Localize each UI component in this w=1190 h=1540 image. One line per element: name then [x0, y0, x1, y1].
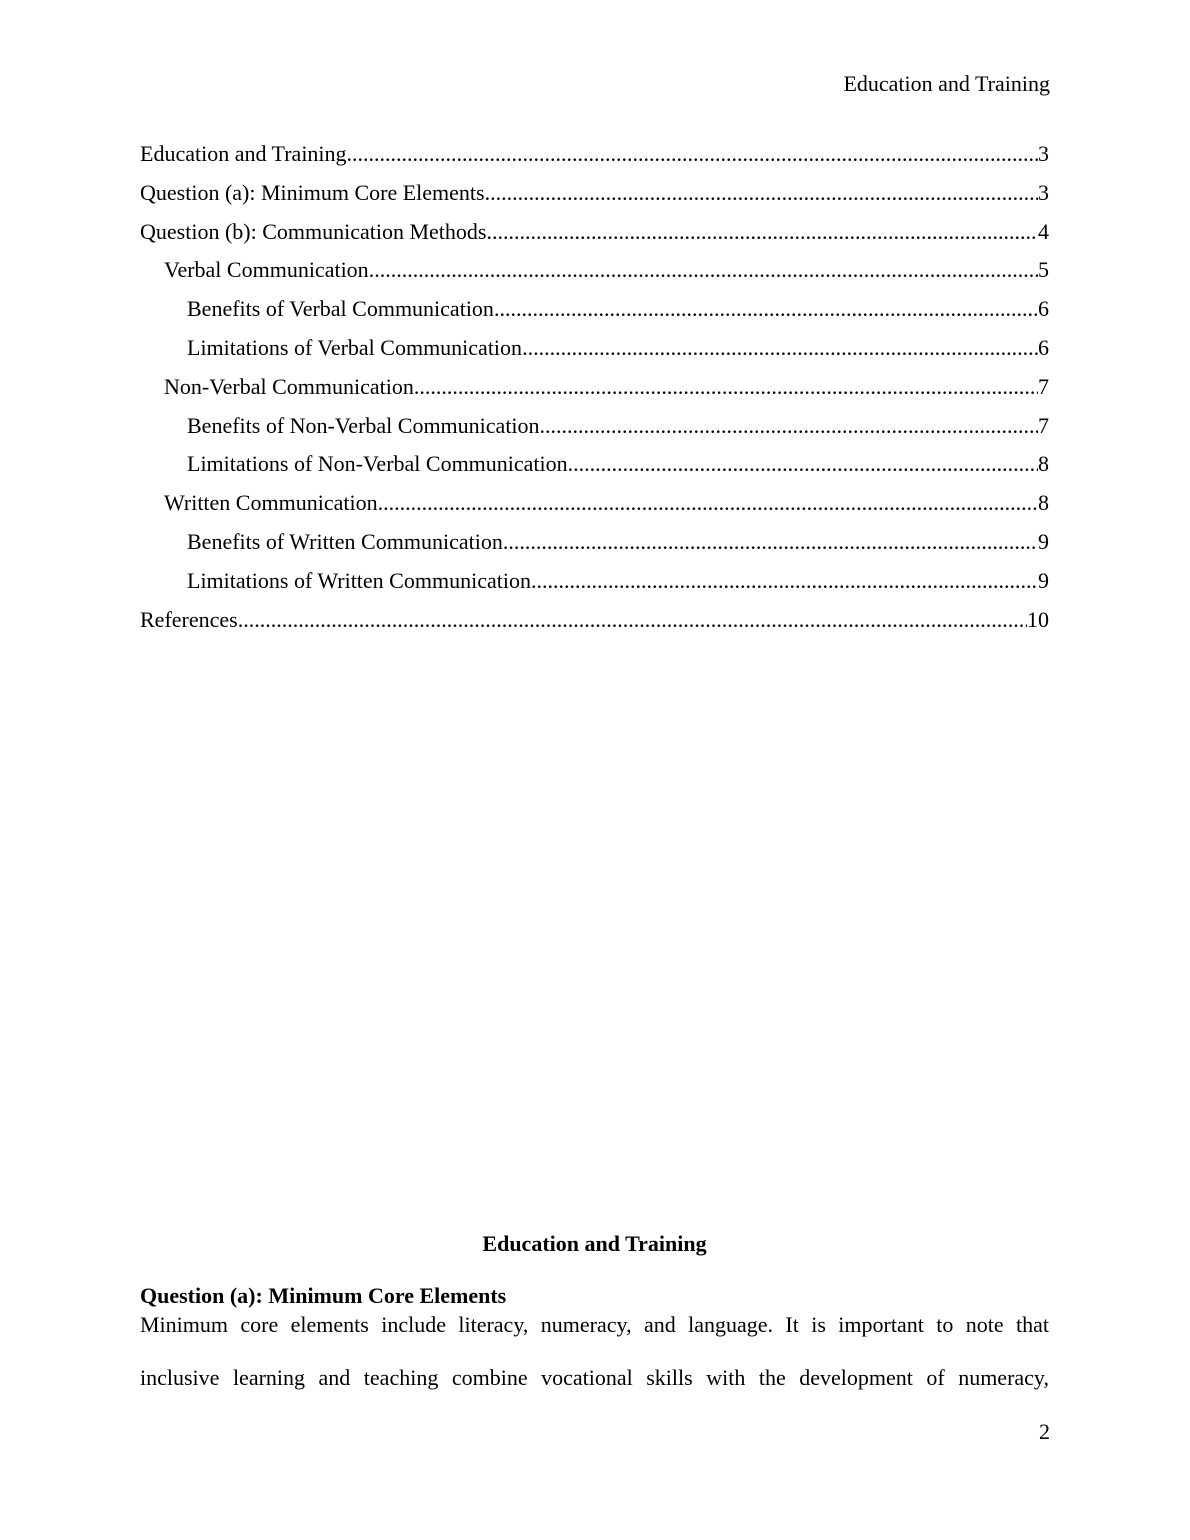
toc-entry[interactable] — [140, 334, 1049, 373]
toc-entry-page: 5 — [1038, 257, 1049, 283]
toc-entry-title: Benefits of Verbal Communication — [187, 296, 494, 322]
toc-leader-dots — [369, 256, 1038, 284]
table-of-contents — [140, 140, 1049, 644]
toc-entry[interactable] — [140, 179, 1049, 218]
page-number: 2 — [1039, 1419, 1050, 1444]
toc-entry-page: 3 — [1038, 141, 1049, 166]
toc-leader-dots — [522, 334, 1038, 362]
toc-entry-page: 8 — [1038, 451, 1049, 477]
toc-entry-title: Limitations of Written Communication — [187, 567, 531, 593]
toc-entry-page: 7 — [1038, 373, 1049, 399]
toc-entry-page: 3 — [1038, 179, 1049, 205]
toc-entry-page: 6 — [1038, 296, 1049, 322]
toc-entry[interactable] — [140, 567, 1049, 606]
toc-entry-page: 8 — [1038, 490, 1049, 516]
toc-leader-dots — [414, 373, 1038, 401]
running-header: Education and Training — [843, 71, 1050, 96]
toc-leader-dots — [503, 528, 1038, 556]
document-title: Education and Training — [482, 1231, 707, 1256]
toc-entry[interactable] — [140, 412, 1049, 451]
toc-entry-page: 9 — [1038, 567, 1049, 593]
toc-leader-dots — [238, 606, 1027, 634]
toc-entry-title: Benefits of Non-Verbal Communication — [187, 412, 540, 438]
toc-entry-title: Verbal Communication — [164, 257, 369, 283]
section-heading: Question (a): Minimum Core Elements — [140, 1283, 507, 1308]
toc-entry[interactable] — [140, 256, 1049, 295]
body-paragraph — [140, 1311, 1049, 1417]
toc-entry-page: 4 — [1038, 218, 1049, 244]
toc-entry-page: 6 — [1038, 334, 1049, 360]
toc-entry-page: 10 — [1027, 606, 1049, 632]
toc-entry-title: References — [140, 606, 238, 632]
toc-entry-page: 9 — [1038, 528, 1049, 554]
toc-entry[interactable] — [140, 528, 1049, 567]
toc-leader-dots — [486, 218, 1038, 246]
toc-entry-title: Benefits of Written Communication — [187, 528, 503, 554]
toc-entry-title: Question (b): Communication Methods — [140, 218, 487, 244]
toc-entry-title: Education and Training — [140, 141, 347, 166]
toc-entry[interactable] — [140, 140, 1049, 179]
toc-entry-title: Question (a): Minimum Core Elements — [140, 179, 485, 205]
toc-entry[interactable] — [140, 450, 1049, 489]
toc-entry-title: Non-Verbal Communication — [164, 373, 414, 399]
toc-leader-dots — [378, 489, 1038, 517]
toc-leader-dots — [494, 295, 1038, 323]
toc-entry-title: Limitations of Verbal Communication — [187, 334, 523, 360]
toc-entry-page: 7 — [1038, 412, 1049, 438]
toc-entry-title: Limitations of Non-Verbal Communication — [187, 451, 568, 477]
toc-leader-dots — [485, 179, 1038, 207]
toc-leader-dots — [540, 412, 1038, 440]
paragraph-line: inclusive learning and teaching combine vocational skills with the development of numeracy, — [140, 1365, 1049, 1390]
paragraph-line: Minimum core elements include literacy, numeracy, and language. It is important to note that — [140, 1312, 1049, 1337]
toc-entry-title: Written Communication — [164, 490, 378, 516]
toc-entry[interactable] — [140, 295, 1049, 334]
toc-entry[interactable] — [140, 606, 1049, 645]
toc-leader-dots — [568, 450, 1038, 478]
toc-leader-dots — [531, 567, 1038, 595]
toc-entry[interactable] — [140, 489, 1049, 528]
toc-entry[interactable] — [140, 373, 1049, 412]
toc-entry[interactable] — [140, 218, 1049, 257]
toc-leader-dots — [347, 140, 1038, 168]
